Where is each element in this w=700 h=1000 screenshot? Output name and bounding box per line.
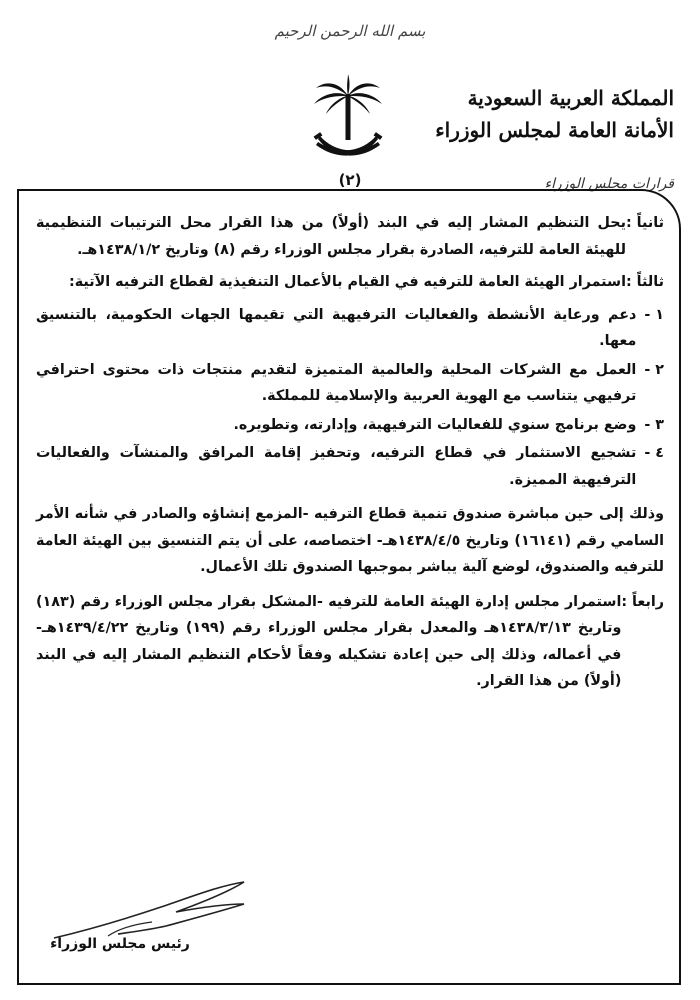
section-third <box>36 269 664 296</box>
item-text: دعم ورعاية الأنشطة والفعاليات الترفيهية التي تقيمها الجهات الحكومية، بالتنسيق معها. <box>36 306 637 349</box>
item-number: ٤ - <box>644 445 664 461</box>
item-number: ٢ - <box>644 361 664 378</box>
section-intro: استمرار الهيئة العامة للترفيه في القيام بالأعمال التنفيذية لقطاع الترفيه الآتية: <box>69 274 626 290</box>
decisions-caption: قرارات مجلس الوزراء <box>544 176 674 192</box>
secretariat-name: الأمانة العامة لمجلس الوزراء <box>435 118 674 142</box>
section-fourth <box>36 589 664 695</box>
section-label: ثالثاً : <box>625 274 664 290</box>
section-label: ثانياً : <box>625 215 664 231</box>
item-text: وضع برنامج سنوي للفعاليات الترفيهية، وإدارته، وتطويره. <box>233 416 637 433</box>
list-item <box>36 357 664 410</box>
basmala: بسم الله الرحمن الرحيم <box>274 22 426 40</box>
list-item <box>36 302 664 355</box>
kingdom-name: المملكة العربية السعودية <box>467 86 674 110</box>
section-closing-paragraph: وذلك إلى حين مباشرة صندوق تنمية قطاع الترفيه -المزمع إنشاؤه والصادر في شأنه الأمر السامي رقم (١٦١٤١) وتاريخ ١٤٣٨/٤/٥هـ- اختصاصه، على أن يتم التنسيق بين الهيئة العامة للترفيه والصندوق، لوضع آلية يباشر بموجبها الصندوق تلك الأعمال. <box>36 506 665 575</box>
list-item <box>36 412 664 439</box>
item-text: تشجيع الاستثمار في قطاع الترفيه، وتحفيز إقامة المرافق والمنشآت والفعاليات الترفيهية المميزة. <box>36 445 637 488</box>
item-number: ٣ - <box>644 416 664 433</box>
section-label: رابعاً : <box>621 593 664 610</box>
section-text: استمرار مجلس إدارة الهيئة العامة للترفيه -المشكل بقرار مجلس الوزراء رقم (١٨٣) وتاريخ ١٤٣٨/٣/١٣هـ والمعدل بقرار مجلس الوزراء رقم (١٩٩) وتاريخ ١٤٣٩/٤/٢٢هـ- في أعماله، وذلك إلى حين إعادة تشكيله وفقاً لأحكام التنظيم المشار إليه في البند (أولاً) من هذا القرار. <box>36 593 622 689</box>
list-item <box>36 440 664 493</box>
item-text: العمل مع الشركات المحلية والعالمية المتميزة لتقديم منتجات ذات محتوى احترافي ترفيهي يتناسب مع الهوية العربية والإسلامية للمملكة. <box>36 361 637 404</box>
section-second <box>36 210 664 263</box>
decision-body <box>36 210 664 701</box>
page-number: (٢) <box>338 171 362 189</box>
section-content <box>36 269 626 296</box>
signature-title: رئيس مجلس الوزراء <box>50 936 190 952</box>
item-number: ١ - <box>644 306 664 323</box>
palm-and-swords-emblem-icon <box>300 72 396 168</box>
section-text: يحل التنظيم المشار إليه في البند (أولاً) من هذا القرار محل الترتيبات التنظيمية للهيئة العامة للترفيه، الصادرة بقرار مجلس الوزراء رقم (٨) وتاريخ ١٤٣٨/١/٢هـ. <box>36 215 626 258</box>
